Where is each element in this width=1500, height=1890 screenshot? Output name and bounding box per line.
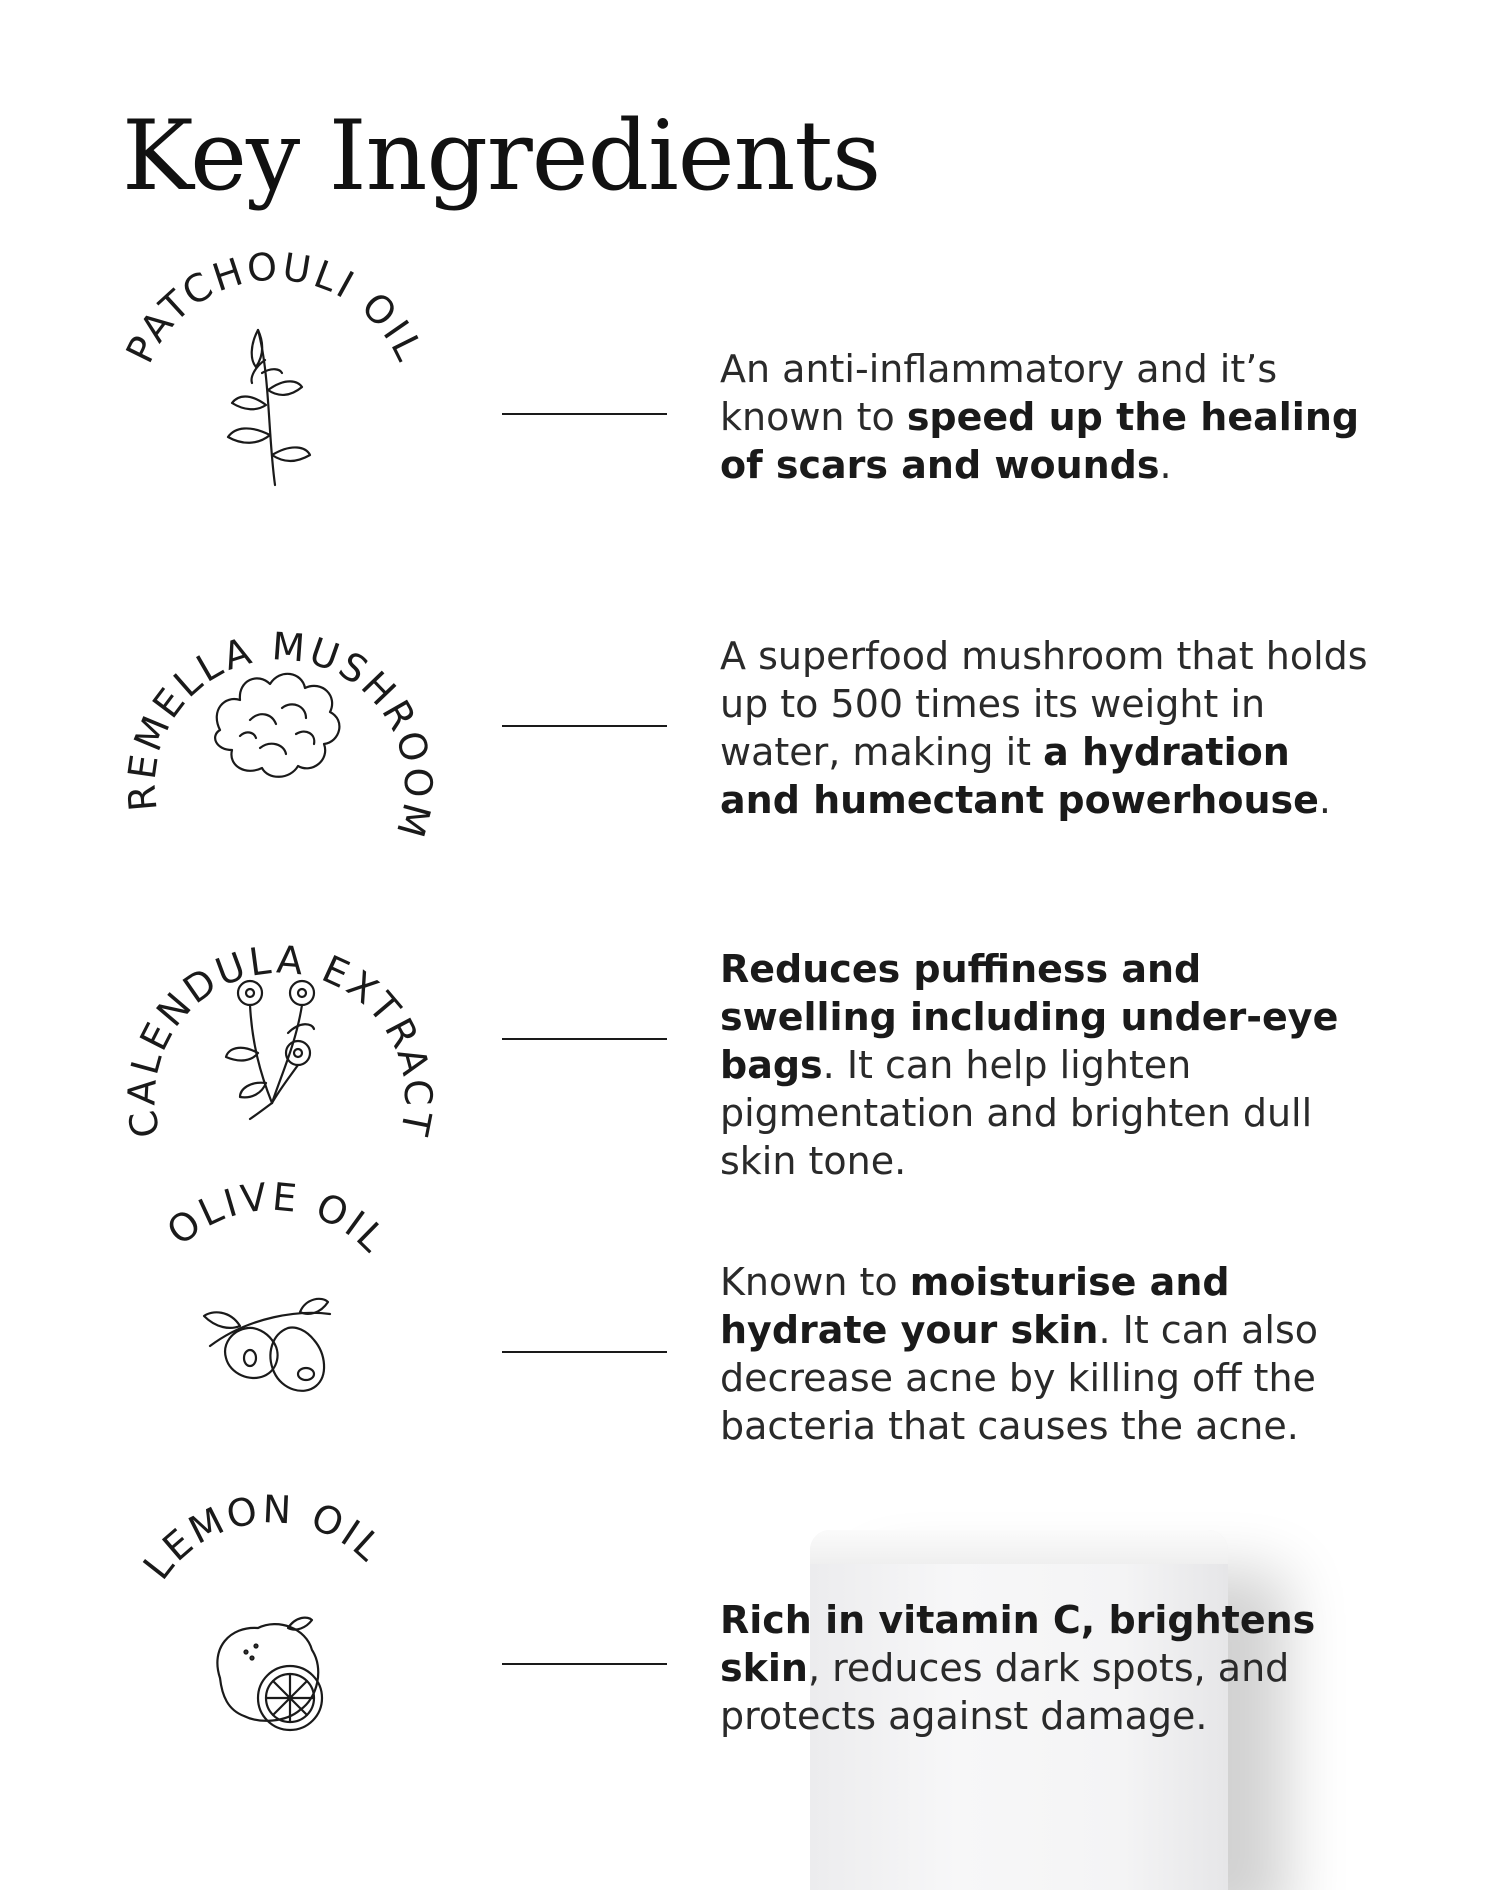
description-text: A superfood mushroom that holds up to 500 times its weight in water, making it xyxy=(720,634,1368,774)
ingredient-name: PATCHOULI OIL xyxy=(117,244,433,370)
description-text: . xyxy=(1318,778,1332,822)
connector-line xyxy=(502,1663,667,1665)
connector-line xyxy=(502,1351,667,1353)
ingredient-row-lemon xyxy=(0,1486,1500,1818)
patchouli-sprig-icon xyxy=(228,330,310,485)
description-highlight: a hydration and humectant powerhouse xyxy=(720,730,1319,822)
description-highlight: Rich in vitamin C, brightens skin xyxy=(720,1598,1316,1690)
ingredient-badge-svg xyxy=(100,893,440,1193)
ingredient-badge-svg xyxy=(100,244,440,555)
lemon-icon xyxy=(217,1618,322,1730)
description-highlight: Reduces puffiness and swelling including under-eye bags xyxy=(720,947,1339,1087)
svg-text:PATCHOULI OIL xyxy=(117,244,432,369)
description-text: . It can also decrease acne by killing off the bacteria that causes the acne. xyxy=(720,1308,1319,1448)
ingredient-badge xyxy=(100,893,440,1193)
ingredient-badge xyxy=(86,545,441,880)
svg-text:CALENDULA EXTRACT xyxy=(119,937,440,1141)
description-text: An anti-inflammatory and it’s known to xyxy=(720,347,1278,439)
description-text: , reduces dark spots, and protects against damage. xyxy=(720,1646,1290,1738)
ingredient-description xyxy=(720,345,1380,489)
ingredient-row-calendula xyxy=(0,893,1500,1193)
description-text: . xyxy=(1159,443,1172,487)
ingredient-badge xyxy=(100,244,440,555)
ingredient-badge xyxy=(100,1486,440,1818)
ingredient-description xyxy=(720,945,1380,1185)
ingredient-name: OLIVE OIL xyxy=(158,1174,397,1263)
ingredient-badge-svg xyxy=(86,545,441,880)
svg-text:TREMELLA MUSHROOM xyxy=(86,545,440,845)
ingredient-name: LEMON OIL xyxy=(134,1486,393,1588)
description-text: Known to xyxy=(720,1260,910,1304)
ingredient-name: CALENDULA EXTRACT xyxy=(119,937,441,1142)
ingredient-description xyxy=(720,632,1380,824)
connector-line xyxy=(502,1038,667,1040)
ingredient-row-patchouli xyxy=(0,244,1500,555)
connector-line xyxy=(502,725,667,727)
page-title: Key Ingredients xyxy=(122,100,881,212)
ingredient-badge-svg xyxy=(100,1174,440,1506)
description-text: . It can help lighten pigmentation and brighten dull skin tone. xyxy=(720,1043,1313,1183)
tremella-mushroom-icon xyxy=(215,674,339,777)
description-highlight: moisturise and hydrate your skin xyxy=(720,1260,1230,1352)
description-highlight: speed up the healing of scars and wounds xyxy=(720,395,1360,487)
ingredient-description xyxy=(720,1258,1380,1450)
ingredient-description xyxy=(720,1596,1380,1740)
ingredient-badge-svg xyxy=(100,1486,440,1818)
calendula-flower-icon xyxy=(226,981,314,1119)
connector-line xyxy=(502,413,667,415)
ingredient-badge xyxy=(100,1174,440,1506)
ingredient-row-tremella xyxy=(0,545,1500,880)
ingredient-row-olive xyxy=(0,1174,1500,1506)
ingredient-name: TREMELLA MUSHROOM xyxy=(86,545,441,845)
olive-branch-icon xyxy=(204,1299,330,1391)
